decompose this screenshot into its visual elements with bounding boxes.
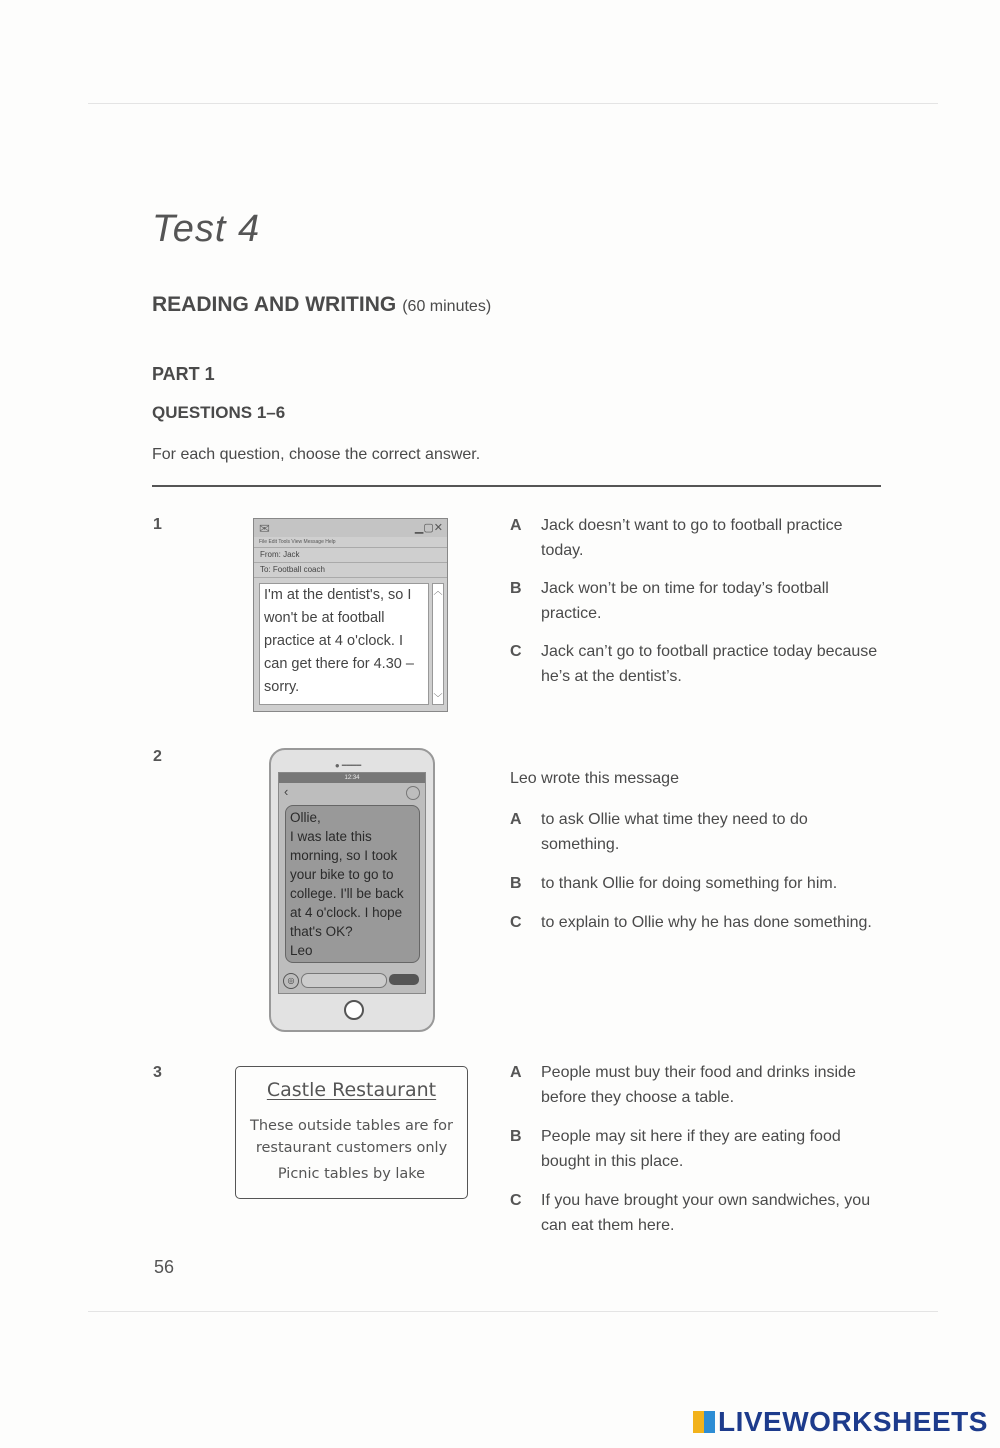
option-letter: A [510,517,522,534]
q2-option-c[interactable] [510,910,882,935]
restaurant-sign [235,1066,468,1199]
q2-stem: Leo wrote this message [510,770,679,787]
option-letter: B [510,875,522,892]
scroll-up-icon: ︿ [433,586,443,596]
chat-nav [279,783,425,801]
question-number-1: 1 [153,516,162,533]
section-title: READING AND WRITING [152,293,397,316]
q3-option-a[interactable] [510,1060,882,1110]
back-arrow-icon: ‹ [284,784,289,799]
option-text: to explain to Ollie why he has done something. [541,914,872,931]
option-text: to thank Ollie for doing something for him. [541,875,838,892]
message-field [301,973,387,988]
home-button [344,1000,364,1020]
option-text: to ask Ollie what time they need to do something. [541,811,808,853]
option-text: Jack won’t be on time for today’s football practice. [541,580,829,622]
option-text: People must buy their food and drinks inside before they choose a table. [541,1064,856,1106]
part-heading: PART 1 [152,364,215,384]
option-text: If you have brought your own sandwiches, you can eat them here. [541,1192,871,1234]
option-letter: A [510,811,522,828]
contact-circle-icon [406,786,420,800]
envelope-icon: ✉ [259,521,270,536]
q1-option-a[interactable] [510,513,882,563]
questions-heading: QUESTIONS 1–6 [152,403,286,422]
question-number-2: 2 [153,748,162,765]
email-window [253,518,448,712]
camera-icon: ◎ [283,973,299,989]
email-from: From: Jack [254,548,447,563]
section-heading [152,293,491,317]
phone-illustration [269,748,435,1032]
brand-text: LIVEWORKSHEETS [718,1406,988,1437]
sign-text: These outside tables are for restaurant customers only [250,1118,453,1156]
option-letter: C [510,914,522,931]
page-title: Test 4 [152,208,261,250]
message-input-bar [283,972,421,989]
option-letter: A [510,1064,522,1081]
scroll-down-icon: ﹀ [433,693,443,703]
q1-option-c[interactable] [510,639,882,689]
instruction-text: For each question, choose the correct answer. [152,446,481,463]
phone-screen [278,772,426,994]
option-text: Jack doesn’t want to go to football practice today. [541,517,843,559]
bottom-rule [88,1311,938,1312]
q2-option-a[interactable] [510,807,882,857]
section-duration: (60 minutes) [402,298,492,315]
q3-option-c[interactable] [510,1188,882,1238]
option-letter: C [510,1192,522,1209]
option-letter: B [510,1128,522,1145]
option-letter: C [510,643,522,660]
option-text: Jack can’t go to football practice today because he’s at the dentist’s. [541,643,878,685]
question-number-3: 3 [153,1064,162,1081]
email-menu: File Edit Tools View Message Help [254,537,447,548]
send-button [389,974,419,985]
status-bar: 12:34 [279,773,425,783]
window-controls-icon: ▁▢✕ [414,522,443,534]
q2-option-b[interactable] [510,871,882,896]
page-number: 56 [154,1257,175,1277]
sign-title: Castle Restaurant [266,1079,437,1101]
q3-option-b[interactable] [510,1124,882,1174]
top-rule [88,103,938,104]
phone-speaker: ● ━━━━ [334,761,362,770]
brand-logo[interactable] [693,1406,988,1438]
option-letter: B [510,580,522,597]
q1-option-b[interactable] [510,576,882,626]
option-text: People may sit here if they are eating food bought in this place. [541,1128,841,1170]
liveworksheets-icon [693,1411,715,1433]
message-bubble: Ollie, I was late this morning, so I took your bike to go to college. I'll be back at 4 o'clock. I hope that's OK? Leo [285,805,420,963]
instruction-divider [152,485,881,487]
email-to: To: Football coach [254,563,447,578]
sign-subtext: Picnic tables by lake [277,1166,426,1182]
email-scrollbar [432,583,444,705]
email-body: I'm at the dentist's, so I won't be at football practice at 4 o'clock. I can get there for 4.30 – sorry. [259,583,429,705]
email-titlebar [254,519,447,537]
